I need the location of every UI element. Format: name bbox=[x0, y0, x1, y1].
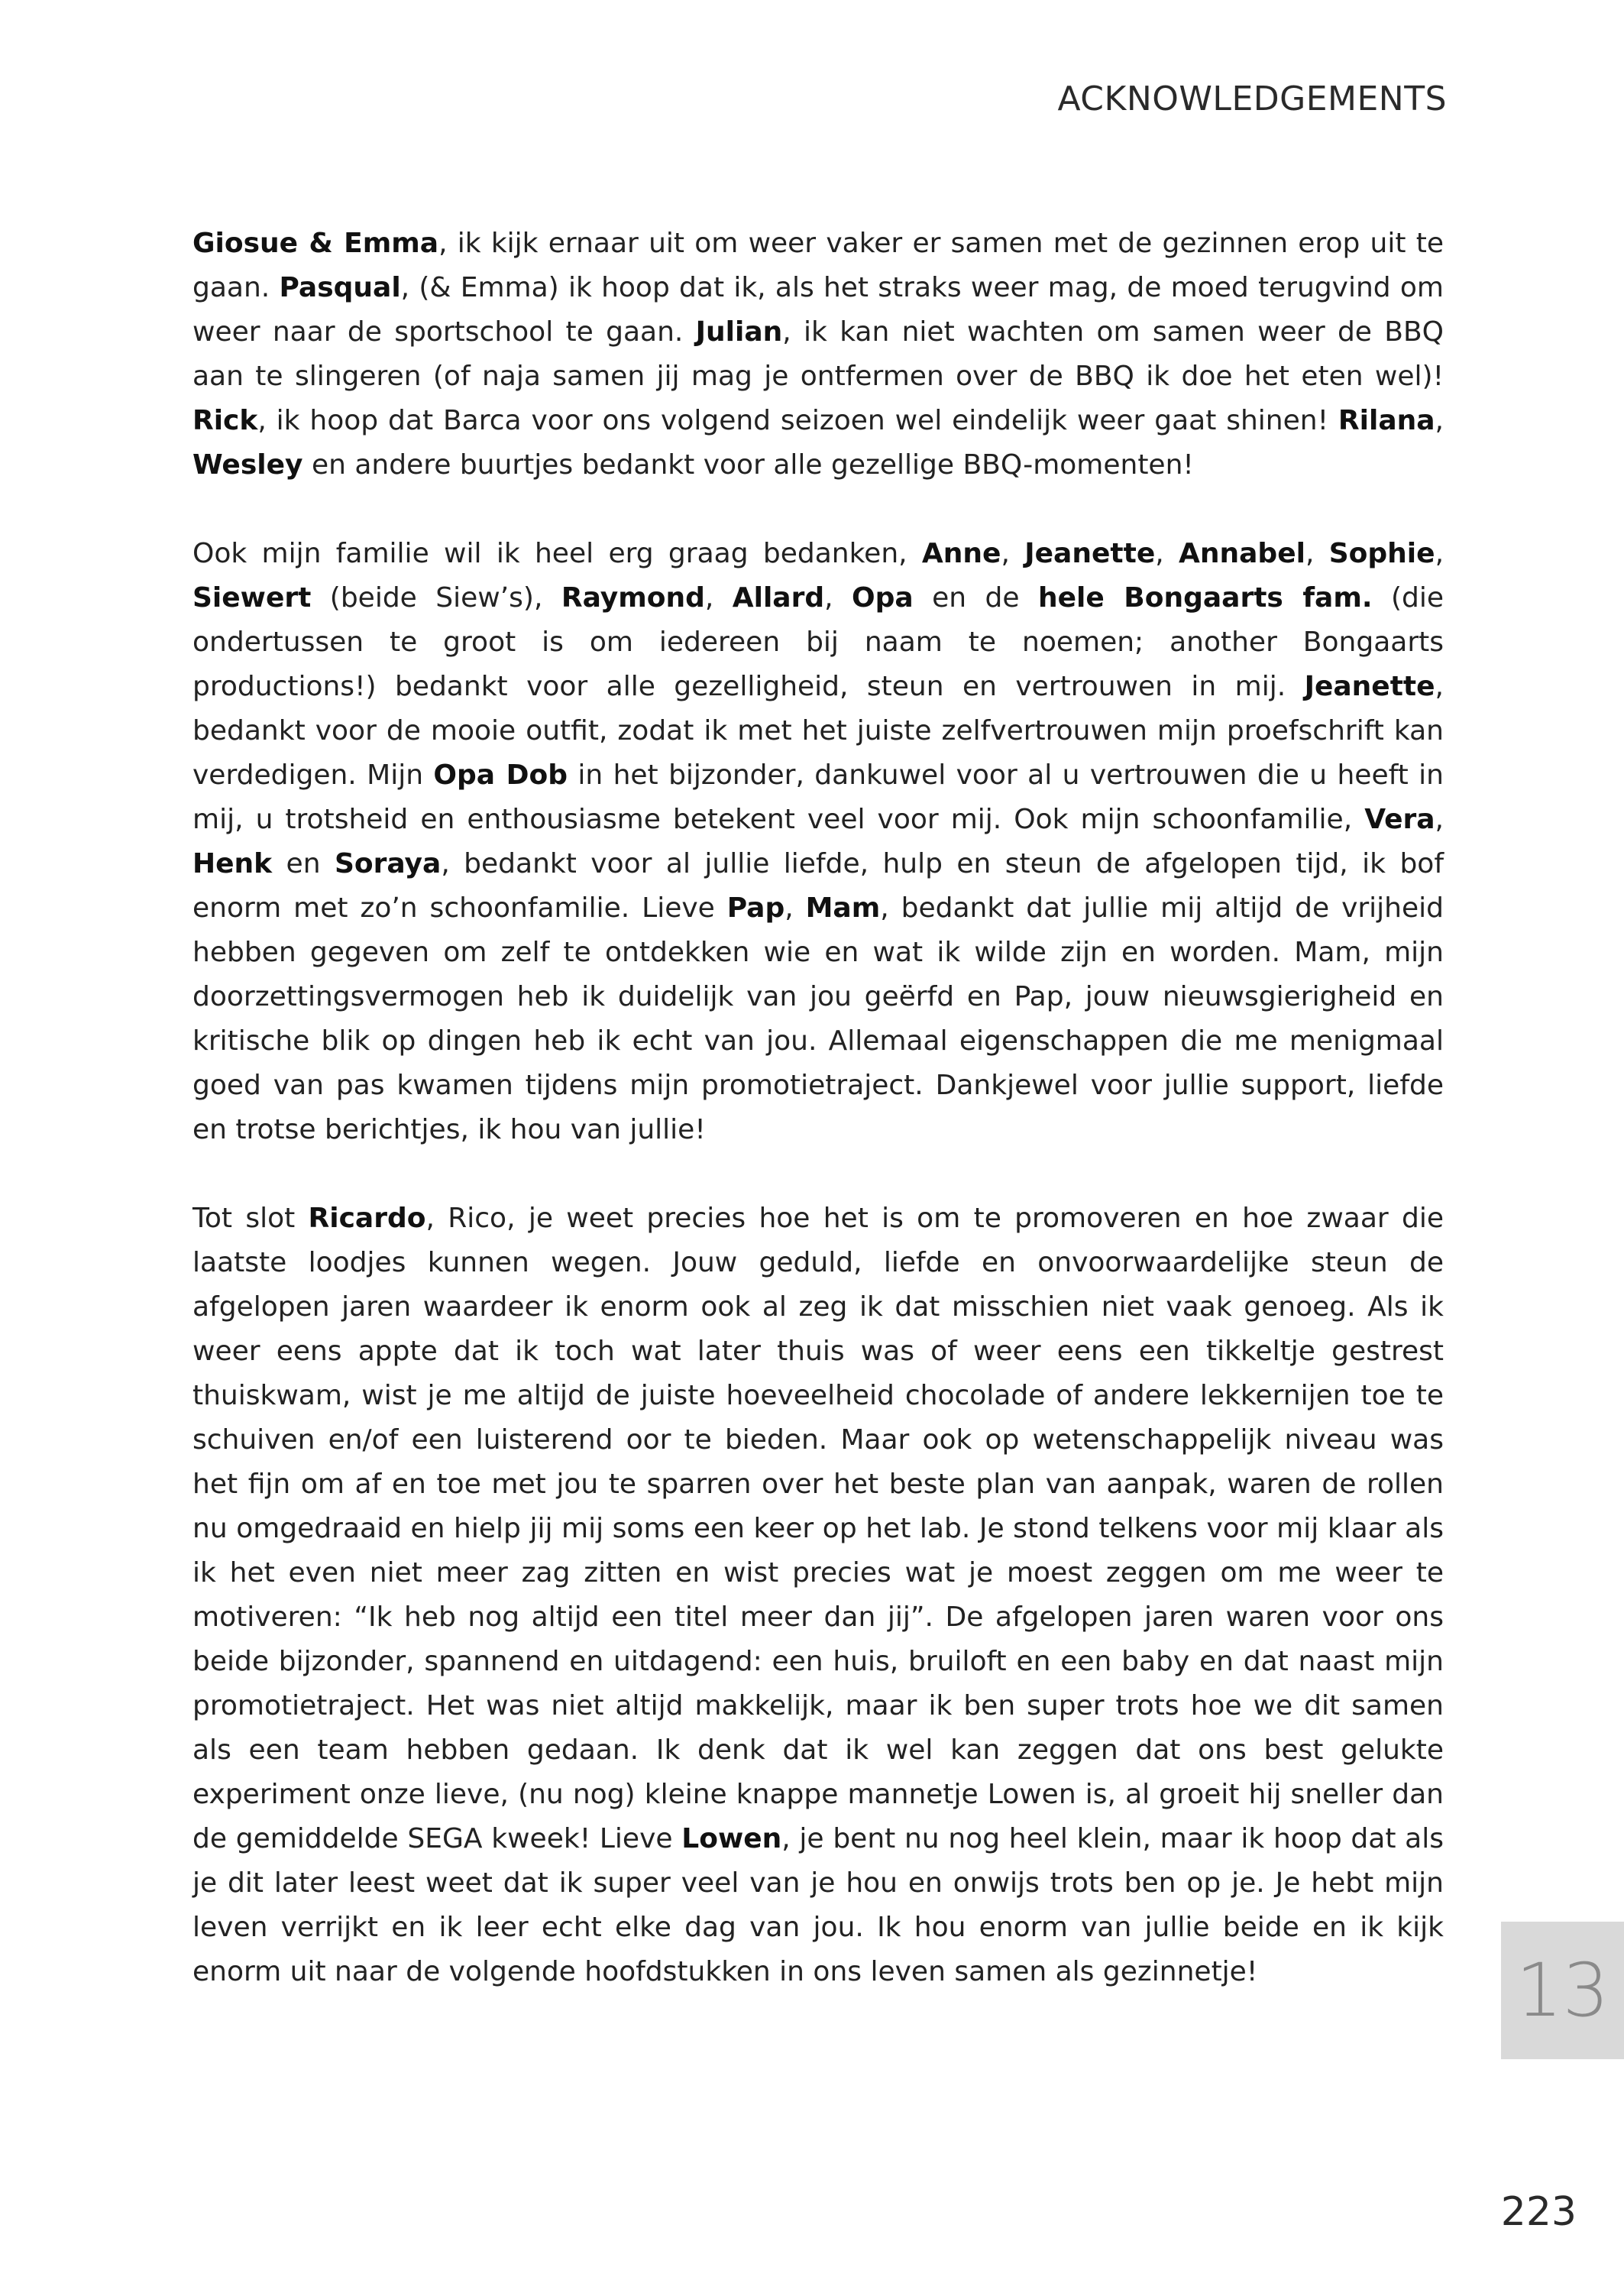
text-run: , bbox=[824, 582, 852, 614]
text-run: Ook mijn familie wil ik heel erg graag bedanken, bbox=[192, 538, 922, 569]
chapter-number: 13 bbox=[1516, 1948, 1609, 2033]
text-run: , bbox=[1155, 538, 1179, 569]
bold-name: Pasqual bbox=[279, 272, 401, 303]
text-run: en de bbox=[913, 582, 1038, 614]
text-run: , je bent nu nog heel klein, maar ik hoop dat als je dit later leest weet dat ik super veel van je hou en onwijs trots ben op je. Je hebt mijn leven verrijkt en ik leer echt elke dag van jou. Ik hou enorm van jullie beide en ik kijk enorm uit naar de volgende hoofdstukken in ons leven samen als gezinnetje! bbox=[192, 1823, 1444, 1987]
bold-name: Allard bbox=[732, 582, 825, 614]
text-run: , bedankt dat jullie mij altijd de vrijheid hebben gegeven om zelf te ontdekken wie en wat ik wilde zijn en worden. Mam, mijn doorzettingsvermogen heb ik duidelijk van jou geërfd en Pap, jouw nieuwsgierigheid en kritische blik op dingen heb ik echt van jou. Allemaal eigenschappen die me menigmaal goed van pas kwamen tijdens mijn promotietraject. Dankjewel voor jullie support, liefde en trotse berichtjes, ik hou van jullie! bbox=[192, 892, 1444, 1145]
bold-name: Mam bbox=[805, 892, 881, 924]
bold-name: Julian bbox=[695, 316, 783, 348]
paragraph-partner bbox=[192, 1197, 1444, 1994]
text-run: , Rico, je weet precies hoe het is om te promoveren en hoe zwaar die laatste loodjes kunnen wegen. Jouw geduld, liefde en onvoorwaardelijke steun de afgelopen jaren waardeer ik enorm ook al zeg ik dat misschien niet vaak genoeg. Als ik weer eens appte dat ik toch wat later thuis was of weer eens een tikkeltje gestrest thuiskwam, wist je me altijd de juiste hoeveelheid chocolade of andere lekkernijen toe te schuiven en/of een luisterend oor te bieden. Maar ook op wetenschappelijk niveau was het fijn om af en toe met jou te sparren over het beste plan van aanpak, waren de rollen nu omgedraaid en hielp jij mij soms een keer op het lab. Je stond telkens voor mij klaar als ik het even niet meer zag zitten en wist precies wat je moest zeggen om me weer te motiveren: “Ik heb nog altijd een titel meer dan jij”. De afgelopen jaren waren voor ons beide bijzonder, spannend en uitdagend: een huis, bruiloft en een baby en dat naast mijn promotietraject. Het was niet altijd makkelijk, maar ik ben super trots hoe we dit samen als een team hebben gedaan. Ik denk dat ik wel kan zeggen dat ons best gelukte experiment onze lieve, (nu nog) kleine knappe mannetje Lowen is, al groeit hij sneller dan de gemiddelde SEGA kweek! Lieve bbox=[192, 1203, 1444, 1854]
bold-name: Ricardo bbox=[308, 1203, 426, 1234]
text-run: , ik kan niet wachten om samen weer de BBQ aan te slingeren (of naja samen jij mag je ontfermen over de BBQ ik doe het eten wel)! bbox=[192, 316, 1444, 392]
bold-name: Siewert bbox=[192, 582, 312, 614]
bold-name: Wesley bbox=[192, 449, 303, 481]
text-run: , bedankt voor al jullie liefde, hulp en steun de afgelopen tijd, ik bof enorm met zo’n schoonfamilie. Lieve bbox=[192, 848, 1444, 924]
text-run: Tot slot bbox=[192, 1203, 309, 1234]
bold-name: Jeanette bbox=[1304, 671, 1435, 702]
text-run: , bbox=[1435, 538, 1444, 569]
bold-name: Annabel bbox=[1179, 538, 1305, 569]
bold-name: Henk bbox=[192, 848, 273, 879]
bold-name: Anne bbox=[921, 538, 1001, 569]
chapter-tab bbox=[1501, 1922, 1624, 2059]
text-run: , ik hoop dat Barca voor ons volgend seizoen wel eindelijk weer gaat shinen! bbox=[257, 405, 1338, 436]
text-run: (die ondertussen te groot is om iedereen bij naam te noemen; another Bongaarts productions!) bedankt voor alle gezelligheid, steun en vertrouwen in mij. bbox=[192, 582, 1444, 702]
text-run: en bbox=[272, 848, 335, 879]
text-run: , bbox=[785, 892, 806, 924]
text-run: , bbox=[1001, 538, 1025, 569]
text-run: , bbox=[1435, 804, 1444, 835]
bold-name: Jeanette bbox=[1024, 538, 1156, 569]
bold-name: hele Bongaarts fam. bbox=[1037, 582, 1373, 614]
text-run: , bedankt voor de mooie outfit, zodat ik met het juiste zelfvertrouwen mijn proefschrift kan verdedigen. Mijn bbox=[192, 671, 1444, 791]
bold-name: Rilana bbox=[1338, 405, 1435, 436]
paragraph-family bbox=[192, 532, 1444, 1152]
bold-name: Vera bbox=[1364, 804, 1435, 835]
bold-name: Lowen bbox=[681, 1823, 782, 1854]
text-run: , bbox=[1435, 405, 1444, 436]
paragraph-friends bbox=[192, 222, 1444, 487]
text-run: , ik kijk ernaar uit om weer vaker er samen met de gezinnen erop uit te gaan. bbox=[192, 228, 1444, 303]
text-run: , (& Emma) ik hoop dat ik, als het straks weer mag, de moed terugvind om weer naar de sportschool te gaan. bbox=[192, 272, 1444, 348]
text-run: en andere buurtjes bedankt voor alle gezellige BBQ-momenten! bbox=[302, 449, 1194, 481]
bold-name: Giosue & Emma bbox=[192, 228, 439, 259]
bold-name: Soraya bbox=[334, 848, 442, 879]
bold-name: Raymond bbox=[561, 582, 705, 614]
text-run: , bbox=[1305, 538, 1329, 569]
bold-name: Opa bbox=[852, 582, 914, 614]
bold-name: Opa Dob bbox=[433, 759, 568, 791]
text-run: (beide Siew’s), bbox=[311, 582, 561, 614]
bold-name: Sophie bbox=[1328, 538, 1435, 569]
acknowledgements-body bbox=[192, 222, 1444, 2039]
text-run: , bbox=[704, 582, 733, 614]
running-header: ACKNOWLEDGEMENTS bbox=[1057, 79, 1447, 118]
text-run: in het bijzonder, dankuwel voor al u vertrouwen die u heeft in mij, u trotsheid en enthousiasme betekent veel voor mij. Ook mijn schoonfamilie, bbox=[192, 759, 1444, 835]
bold-name: Pap bbox=[726, 892, 785, 924]
page-number: 223 bbox=[1500, 2189, 1577, 2235]
bold-name: Rick bbox=[192, 405, 258, 436]
